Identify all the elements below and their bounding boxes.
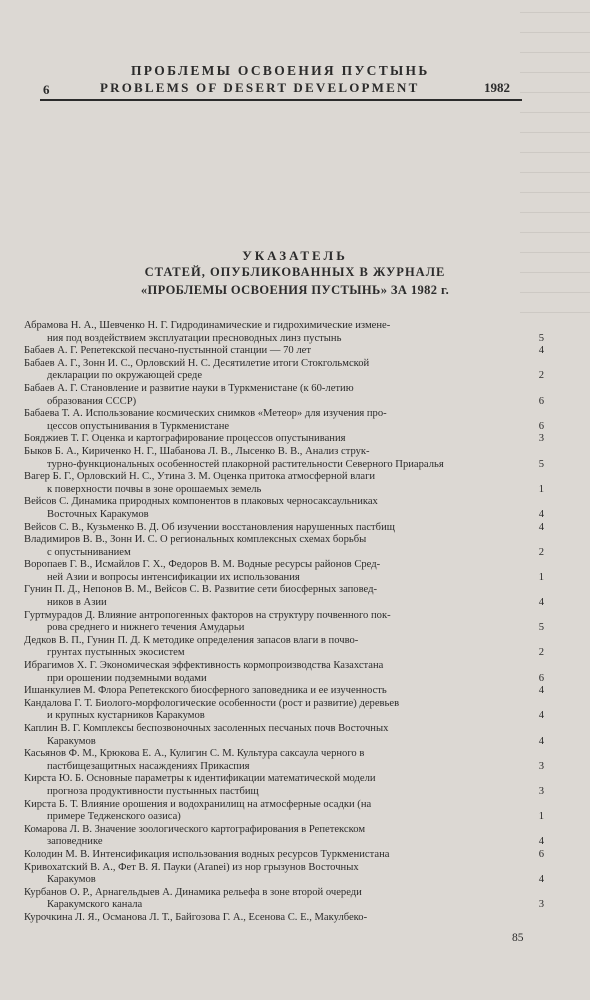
entry-text: Колодин М. В. Интенсификация использования водных ресурсов Туркменистана: [24, 848, 390, 860]
entry-issue-number: 2: [538, 647, 544, 659]
index-entry: [24, 445, 544, 471]
entry-issue-number: 5: [538, 332, 544, 344]
page-number: 85: [512, 932, 524, 944]
entry-continuation: ников в Азии: [47, 597, 107, 609]
index-entry: [24, 773, 544, 798]
entry-text: Воропаев Г. В., Исмайлов Г. Х., Федоров В. М. Водные ресурсы районов Сред-: [24, 559, 381, 571]
index-entry: [24, 471, 544, 496]
index-entry: [24, 861, 544, 887]
entry-text: Кандалова Г. Т. Биолого-морфологические особенности (рост и развитие) деревьев: [24, 697, 400, 709]
entry-text: Ибрагимов Х. Г. Экономическая эффективность кормопроизводства Казахстана: [24, 660, 384, 672]
index-entry: [24, 886, 544, 912]
entry-issue-number: 4: [538, 836, 544, 848]
index-subtitle-2: «ПРОБЛЕМЫ ОСВОЕНИЯ ПУСТЫНЬ» ЗА 1982 г.: [140, 283, 450, 297]
index-entry: [24, 697, 544, 723]
issue-number: 6: [43, 82, 50, 97]
entry-text: Кирста Б. Т. Влияние орошения и водохранилищ на атмосферные осадки (на: [24, 798, 372, 810]
entry-issue-number: 3: [538, 785, 544, 797]
index-entry: [24, 382, 544, 408]
entry-text: Дедков В. П., Гунин П. Д. К методике определения запасов влаги в почво-: [24, 634, 359, 646]
entry-text: Каплин В. Г. Комплексы беспозвоночных засоленных песчаных почв Восточных: [24, 723, 389, 734]
entry-continuation: примере Тедженского оазиса): [47, 811, 181, 823]
index-entry: [24, 823, 544, 849]
index-entry: [24, 433, 544, 446]
entry-continuation: цессов опустынивания в Туркменистане: [47, 420, 230, 432]
entry-issue-number: 6: [538, 848, 544, 860]
entry-issue-number: 2: [538, 370, 544, 382]
index-title: УКАЗАТЕЛЬ: [242, 248, 348, 263]
entry-text: Быков Б. А., Кириченко Н. Г., Шабанова Л. В., Лысенко В. В., Анализ струк-: [24, 445, 370, 457]
index-entry: [24, 534, 544, 559]
entry-text: Вейсов С. Динамика природных компонентов в плаковых черносаксаульниках: [24, 496, 378, 508]
entry-continuation: Каракумского канала: [47, 899, 143, 911]
running-header-en: PROBLEMS OF DESERT DEVELOPMENT: [100, 80, 420, 95]
index-entry: [24, 559, 544, 584]
index-entry: [24, 584, 544, 609]
entry-continuation: прогноза продуктивности пустынных пастбищ: [47, 785, 259, 797]
entry-continuation: пастбищезащитных насаждениях Прикаспия: [47, 760, 250, 772]
entry-continuation: при орошении подземными водами: [47, 672, 207, 684]
index-entry: [24, 912, 530, 925]
entry-text: Бабаева Т. А. Использование космических снимков «Метеор» для изучения про-: [24, 408, 387, 420]
entry-issue-number: 1: [538, 571, 544, 583]
entry-issue-number: 6: [538, 395, 544, 407]
index-entry: [24, 609, 544, 635]
index-entry: [24, 798, 544, 824]
entry-issue-number: 4: [538, 521, 544, 533]
entry-issue-number: 1: [538, 811, 544, 823]
entry-text: Бабаев А. Г. Становление и развитие науки в Туркменистане (к 60-летию: [24, 382, 354, 394]
index-entry: [24, 685, 544, 698]
entry-issue-number: 2: [538, 546, 544, 558]
entry-text: Владимиров В. В., Зонн И. С. О региональных комплексных схемах борьбы: [24, 534, 367, 546]
entry-issue-number: 1: [538, 483, 544, 495]
index-entries: [24, 320, 544, 925]
entry-continuation: рова среднего и нижнего течения Амударьи: [47, 622, 245, 634]
index-entry: [24, 748, 544, 773]
entry-continuation: образования СССР): [47, 395, 137, 407]
entry-issue-number: 6: [538, 420, 544, 432]
entry-issue-number: 4: [538, 508, 544, 520]
entry-issue-number: 5: [538, 622, 544, 634]
entry-text: Комарова Л. В. Значение зоологического картографирования в Репетекском: [24, 823, 366, 835]
entry-text: Касьянов Ф. М., Крюкова Е. А., Кулигин С. М. Культура саксаула черного в: [24, 748, 365, 760]
index-entry: [24, 408, 544, 433]
index-entry: [24, 496, 544, 521]
entry-continuation: Восточных Каракумов: [47, 508, 149, 520]
entry-text: Гуртмурадов Д. Влияние антропогенных факторов на структуру почвенного пок-: [24, 609, 391, 621]
entry-text: Курбанов О. Р., Арнагельдыев А. Динамика рельефа в зоне второй очереди: [24, 886, 362, 898]
entry-text: Бабаев А. Г., Зонн И. С., Орловский Н. С. Десятилетие итоги Стокгольмской: [24, 357, 370, 369]
index-entry: [24, 357, 544, 383]
entry-continuation: грунтах пустынных экосистем: [47, 647, 185, 659]
issue-year: 1982: [484, 80, 510, 95]
index-subtitle-1: СТАТЕЙ, ОПУБЛИКОВАННЫХ В ЖУРНАЛЕ: [144, 265, 446, 279]
entry-issue-number: 3: [538, 433, 544, 445]
entry-continuation: ния под воздействием эксплуатации пресноводных линз пустынь: [47, 332, 342, 344]
entry-continuation: ней Азии и вопросы интенсификации их использования: [47, 571, 300, 583]
entry-issue-number: 4: [538, 710, 544, 722]
entry-text: Кирста Ю. Б. Основные параметры к идентификации математической модели: [24, 773, 376, 785]
bleed-through-shadow: [520, 0, 590, 330]
entry-continuation: и крупных кустарников Каракумов: [47, 710, 205, 722]
entry-continuation: с опустыниванием: [47, 546, 131, 558]
entry-issue-number: 3: [538, 760, 544, 772]
index-entry: [24, 345, 544, 358]
entry-text: Курочкина Л. Я., Османова Л. Т., Байгозова Г. А., Есенова С. Е., Макулбеко-: [24, 911, 368, 923]
header-rule: [40, 99, 522, 101]
entry-text: Бояджиев Т. Г. Оценка и картографирование процессов опустынивания: [24, 433, 346, 445]
entry-text: Бабаев А. Г. Репетекской песчано-пустынной станции — 70 лет: [24, 345, 311, 357]
index-entry: [24, 320, 544, 345]
entry-issue-number: 4: [538, 597, 544, 609]
entry-issue-number: 4: [538, 874, 544, 886]
index-entry: [24, 634, 544, 660]
entry-text: Абрамова Н. А., Шевченко Н. Г. Гидродинамические и гидрохимические измене-: [24, 320, 391, 331]
entry-text: Ишанкулиев М. Флора Репетекского биосферного заповедника и ее изученность: [24, 685, 387, 697]
entry-issue-number: 5: [538, 458, 544, 470]
index-entry: [24, 521, 544, 535]
entry-text: Вейсов С. В., Кузьменко В. Д. Об изучении восстановления нарушенных пастбищ: [24, 521, 395, 533]
entry-issue-number: 4: [538, 735, 544, 747]
index-entry: [24, 848, 544, 862]
entry-issue-number: 6: [538, 672, 544, 684]
index-entry: [24, 723, 544, 748]
entry-text: Гунин П. Д., Непонов В. М., Вейсов С. В. Развитие сети биосферных заповед-: [24, 584, 378, 596]
entry-issue-number: 3: [538, 899, 544, 911]
entry-continuation: к поверхности почвы в зоне орошаемых земель: [47, 483, 262, 495]
index-entry: [24, 660, 544, 685]
entry-continuation: декларации по окружающей среде: [47, 370, 203, 382]
entry-continuation: заповеднике: [47, 836, 103, 848]
running-header-ru: ПРОБЛЕМЫ ОСВОЕНИЯ ПУСТЫНЬ: [131, 63, 430, 78]
entry-continuation: Каракумов: [47, 735, 96, 747]
entry-text: Вагер Б. Г., Орловский Н. С., Утина З. М. Оценка притока атмосферной влаги: [24, 471, 376, 483]
entry-text: Кривохатский В. А., Фет В. Я. Пауки (Araneі) из нор грызунов Восточных: [24, 861, 359, 873]
entry-issue-number: 4: [538, 685, 544, 697]
entry-continuation: турно-функциональных особенностей плакорной растительности Северного Приаралья: [47, 458, 444, 470]
entry-issue-number: 4: [538, 345, 544, 357]
entry-continuation: Каракумов: [47, 874, 96, 886]
